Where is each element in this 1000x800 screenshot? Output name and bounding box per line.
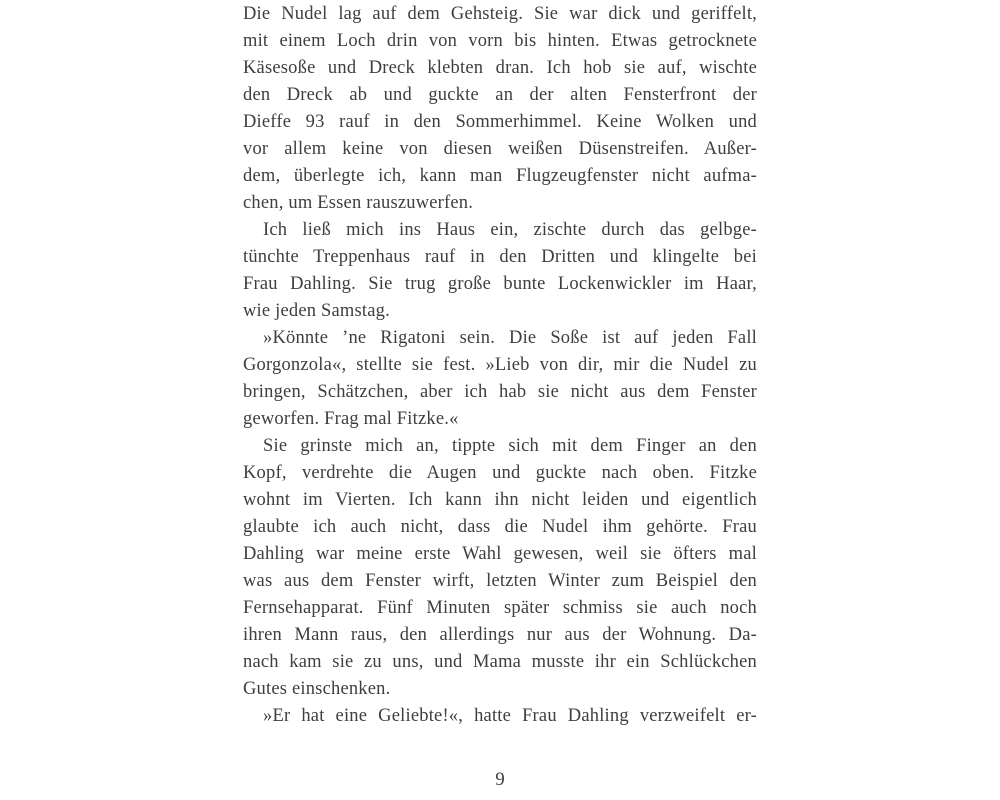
text-line: ihren Mann raus, den allerdings nur aus der Wohnung. Da- — [243, 625, 757, 645]
text-line: »Könnte ’ne Rigatoni sein. Die Soße ist auf jeden Fall — [263, 328, 757, 348]
text-line: dem, überlegte ich, kann man Flugzeugfenster nicht aufma- — [243, 166, 757, 186]
text-line: Dahling war meine erste Wahl gewesen, weil sie öfters mal — [243, 544, 757, 564]
text-line: Fernsehapparat. Fünf Minuten später schmiss sie auch noch — [243, 598, 757, 618]
text-line: Kopf, verdrehte die Augen und guckte nach oben. Fitzke — [243, 463, 757, 483]
text-line: Ich ließ mich ins Haus ein, zischte durch das gelbge- — [263, 220, 757, 240]
text-line: den Dreck ab und guckte an der alten Fensterfront der — [243, 85, 757, 105]
page-number: 9 — [495, 769, 505, 790]
text-line: wohnt im Vierten. Ich kann ihn nicht leiden und eigentlich — [243, 490, 757, 510]
text-line: Sie grinste mich an, tippte sich mit dem Finger an den — [263, 436, 757, 456]
text-line: Dieffe 93 rauf in den Sommerhimmel. Keine Wolken und — [243, 112, 757, 132]
body-text — [243, 1, 757, 730]
text-line: was aus dem Fenster wirft, letzten Winter zum Beispiel den — [243, 571, 757, 591]
text-line: »Er hat eine Geliebte!«, hatte Frau Dahling verzweifelt er- — [263, 706, 757, 726]
text-line: Gutes einschenken. — [243, 679, 391, 699]
text-line: Die Nudel lag auf dem Gehsteig. Sie war dick und geriffelt, — [243, 4, 757, 24]
text-line: nach kam sie zu uns, und Mama musste ihr ein Schlückchen — [243, 652, 757, 672]
text-line: bringen, Schätzchen, aber ich hab sie nicht aus dem Fenster — [243, 382, 757, 402]
text-line: Gorgonzola«, stellte sie fest. »Lieb von dir, mir die Nudel zu — [243, 355, 757, 375]
text-line: tünchte Treppenhaus rauf in den Dritten und klingelte bei — [243, 247, 757, 267]
text-line: vor allem keine von diesen weißen Düsenstreifen. Außer- — [243, 139, 757, 159]
text-line: Käsesoße und Dreck klebten dran. Ich hob sie auf, wischte — [243, 58, 757, 78]
text-line: glaubte ich auch nicht, dass die Nudel ihm gehörte. Frau — [243, 517, 757, 537]
text-line: mit einem Loch drin von vorn bis hinten. Etwas getrocknete — [243, 31, 757, 51]
text-line: geworfen. Frag mal Fitzke.« — [243, 409, 459, 429]
text-line: Frau Dahling. Sie trug große bunte Lockenwickler im Haar, — [243, 274, 757, 294]
text-line: wie jeden Samstag. — [243, 301, 390, 321]
text-line: chen, um Essen rauszuwerfen. — [243, 193, 474, 213]
